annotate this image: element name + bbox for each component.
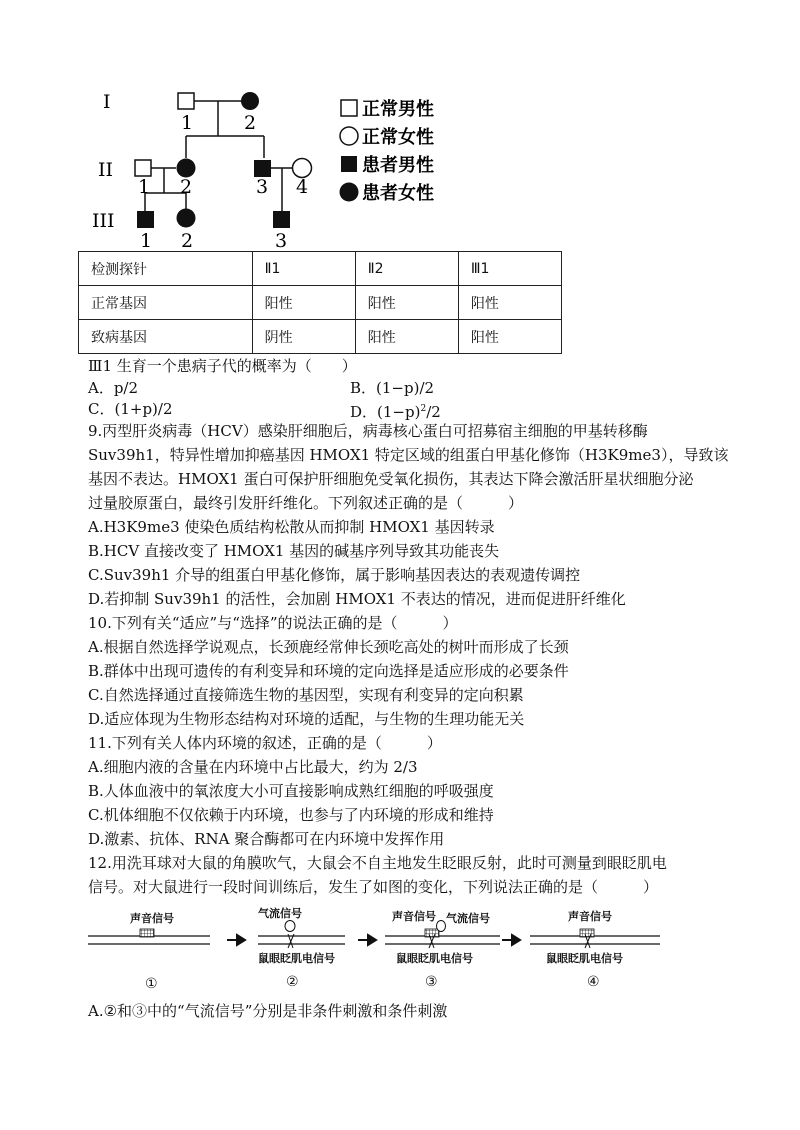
ii2-affected-female: [177, 159, 196, 178]
label-iii1: 1: [140, 230, 153, 250]
legend-normal-male: 正常男性: [362, 99, 434, 120]
q10-stem: 10.下列有关“适应”与“选择”的说法正确的是（ ）: [88, 614, 458, 632]
q8-option-d-tail: /2: [426, 403, 441, 421]
q10-option-a: A.根据自然选择学说观点，长颈鹿经常伸长颈吃高处的树叶而形成了长颈: [88, 638, 569, 656]
q9-stem-line1: 9.丙型肝炎病毒（HCV）感染肝细胞后，病毒核心蛋白可招募宿主细胞的甲基转移酶: [88, 422, 648, 440]
ii1-normal-male: [135, 160, 151, 176]
q9-option-a: A.H3K9me3 使染色质结构松散从而抑制 HMOX1 基因转录: [88, 518, 495, 536]
panel-3-emg-label: 鼠眼眨肌电信号: [396, 952, 473, 965]
arrow-3: [502, 935, 520, 945]
table-cell: 致病基因: [79, 320, 253, 354]
q12-stem-line1: 12.用洗耳球对大鼠的角膜吹气，大鼠会不自主地发生眨眼反射，此时可测量到眼眨肌电: [88, 854, 667, 872]
conditioning-diagram: [0, 900, 800, 992]
q11-stem: 11.下列有关人体内环境的叙述，正确的是（ ）: [88, 734, 442, 752]
panel-4: [530, 909, 660, 990]
q11-option-c: C.机体细胞不仅依赖于内环境，也参与了内环境的形成和维持: [88, 806, 494, 824]
q12-stem-line2: 信号。对大鼠进行一段时间训练后，发生了如图的变化，下列说法正确的是（ ）: [88, 878, 659, 896]
label-ii3: 3: [256, 176, 269, 198]
panel-3-number: ③: [425, 974, 438, 990]
legend-normal-female-symbol: [340, 127, 358, 145]
table-cell: 阳性: [458, 286, 561, 320]
iii1-affected-male: [137, 211, 154, 228]
panel-3: [385, 909, 500, 990]
q8-option-b: B．(1−p)/2: [350, 379, 435, 397]
label-ii4: 4: [296, 176, 309, 198]
q11-option-b: B.人体血液中的氧浓度大小可直接影响成熟红细胞的呼吸强度: [88, 782, 494, 800]
panel-2-air-label: 气流信号: [258, 907, 302, 920]
panel-2: [258, 906, 345, 990]
q9-option-c: C.Suv39h1 介导的组蛋白甲基化修饰，属于影响基因表达的表观遗传调控: [88, 566, 581, 584]
table-cell: Ⅱ1: [252, 252, 355, 286]
label-i2: 2: [244, 112, 257, 134]
table-cell: 阳性: [355, 286, 458, 320]
iii2-affected-female: [177, 209, 196, 228]
label-iii3: 3: [275, 230, 288, 250]
panel-1: [88, 911, 210, 992]
q8-option-d-exponent: 2: [420, 404, 427, 414]
pedigree-chart: [0, 0, 800, 250]
panel-3-sound-label: 声音信号: [392, 910, 436, 923]
table-row: [79, 252, 562, 286]
q9-stem-line4: 过量胶原蛋白，最终引发肝纤维化。下列叙述正确的是（ ）: [88, 494, 524, 512]
q8-option-a: A．p/2: [88, 379, 139, 397]
q9-stem-line3: 基因不表达。HMOX1 蛋白可保护肝细胞免受氧化损伤，其表达下降会激活肝星状细胞分泌: [88, 470, 694, 488]
panel-2-number: ②: [286, 974, 299, 990]
panel-3-air-label: 气流信号: [446, 912, 490, 925]
legend-affected-male: 患者男性: [362, 155, 434, 176]
label-i1: 1: [181, 112, 194, 134]
table-row: [79, 320, 562, 354]
label-iii2: 2: [181, 230, 194, 250]
ii4-normal-female: [293, 159, 312, 178]
iii3-affected-male: [273, 211, 290, 228]
table-row: [79, 286, 562, 320]
label-ii2: 2: [180, 176, 193, 198]
panel-4-sound-label: 声音信号: [568, 910, 612, 923]
arrow-1: [227, 935, 245, 945]
legend-normal-female: 正常女性: [362, 127, 434, 148]
q12-option-a: A.②和③中的“气流信号”分别是非条件刺激和条件刺激: [88, 1002, 448, 1020]
gen-label-i: I: [103, 91, 111, 113]
q10-option-c: C.自然选择通过直接筛选生物的基因型，实现有利变异的定向积累: [88, 686, 524, 704]
table-cell: 阳性: [355, 320, 458, 354]
table-cell: 阴性: [252, 320, 355, 354]
probe-table: [78, 251, 562, 354]
gen-label-iii: III: [92, 210, 115, 232]
arrow-2: [358, 935, 376, 945]
q10-option-d: D.适应体现为生物形态结构对环境的适配，与生物的生理功能无关: [88, 710, 525, 728]
legend-normal-male-symbol: [341, 100, 357, 116]
q8-option-d: [350, 399, 441, 422]
i2-affected-female: [241, 92, 259, 110]
table-cell: 正常基因: [79, 286, 253, 320]
gen-label-ii: II: [98, 159, 114, 181]
i1-normal-male: [178, 93, 194, 109]
table-cell: 阳性: [458, 320, 561, 354]
q8-stem: Ⅲ1 生育一个患病子代的概率为（ ）: [88, 357, 357, 375]
table-cell: Ⅲ1: [458, 252, 561, 286]
table-cell: Ⅱ2: [355, 252, 458, 286]
legend-affected-male-symbol: [341, 156, 357, 172]
panel-2-emg-label: 鼠眼眨肌电信号: [258, 952, 335, 965]
q11-option-d: D.激素、抗体、RNA 聚合酶都可在内环境中发挥作用: [88, 830, 445, 848]
legend-affected-female-symbol: [340, 183, 359, 202]
table-cell: 阳性: [252, 286, 355, 320]
panel-1-sound-label: 声音信号: [130, 912, 174, 925]
panel-4-number: ④: [587, 974, 600, 990]
q11-option-a: A.细胞内液的含量在内环境中占比最大，约为 2/3: [88, 758, 418, 776]
panel-4-emg-label: 鼠眼眨肌电信号: [546, 952, 623, 965]
ii3-affected-male: [254, 160, 271, 177]
q10-option-b: B.群体中出现可遗传的有利变异和环境的定向选择是适应形成的必要条件: [88, 662, 569, 680]
q9-stem-line2: Suv39h1，特异性增加抑癌基因 HMOX1 特定区域的组蛋白甲基化修饰（H3K9me3），导致该: [88, 446, 729, 464]
q8-option-c: C．(1+p)/2: [88, 400, 173, 418]
q8-option-d-base: D．(1−p): [350, 403, 421, 421]
q9-option-d: D.若抑制 Suv39h1 的活性，会加剧 HMOX1 不表达的情况，进而促进肝纤维化: [88, 590, 626, 608]
panel-1-number: ①: [145, 976, 158, 992]
q9-option-b: B.HCV 直接改变了 HMOX1 基因的碱基序列导致其功能丧失: [88, 542, 500, 560]
legend-affected-female: 患者女性: [362, 183, 434, 204]
table-cell: 检测探针: [79, 252, 253, 286]
label-ii1: 1: [138, 176, 151, 198]
